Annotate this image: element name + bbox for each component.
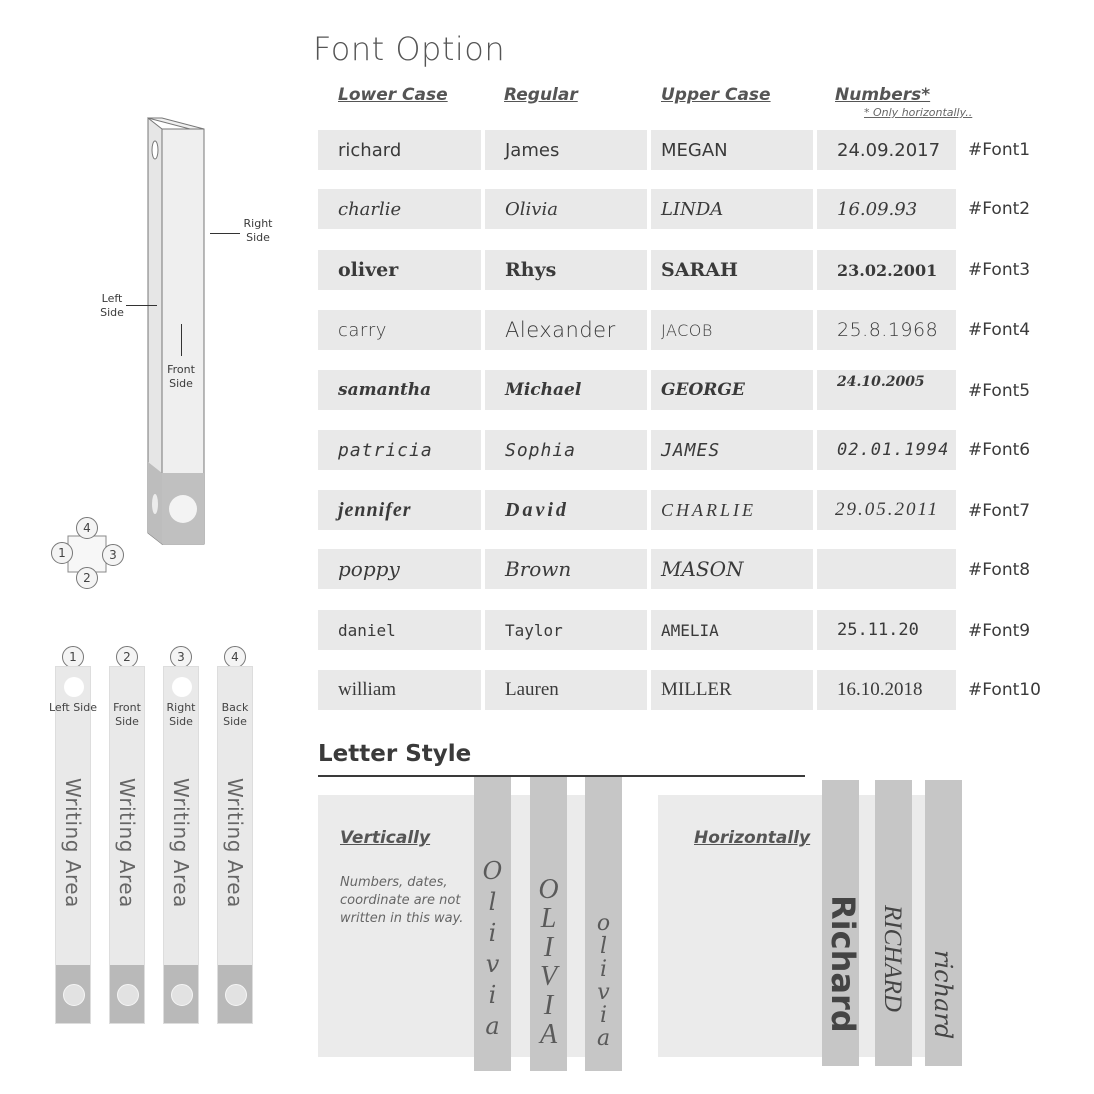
cell-numbers: 16.10.2018 (817, 670, 956, 710)
pointer-line (181, 324, 182, 356)
cell-lower: samantha (318, 370, 481, 410)
cell-upper: GEORGE (651, 370, 813, 410)
cross-section-number: 4 (76, 517, 98, 539)
bar-side-label: Right Side (166, 701, 196, 728)
pointer-line (210, 233, 240, 234)
cell-lower: daniel (318, 610, 481, 650)
cell-numbers: 23.02.2001 (817, 250, 956, 290)
gem-icon (225, 984, 247, 1006)
vertical-title: Vertically (340, 828, 431, 848)
vertical-letter: i (488, 919, 497, 947)
bar-writing-label: Writing Area (169, 778, 193, 908)
horizontal-title: Horizontally (694, 828, 811, 848)
cross-section-number: 1 (51, 542, 73, 564)
vertical-letter: a (596, 1026, 611, 1051)
right-side-label: Right Side (243, 217, 273, 244)
cell-numbers (817, 549, 956, 589)
cell-upper: LINDA (651, 189, 813, 229)
font-id: #Font5 (968, 381, 1031, 401)
bar-number: 1 (62, 646, 84, 668)
horizontal-sample-3: richard (929, 950, 957, 1040)
bar-foot (164, 965, 198, 1023)
font-id: #Font7 (968, 501, 1031, 521)
vertical-letter: i (488, 981, 497, 1009)
cell-lower: charlie (318, 189, 481, 229)
bar-foot (56, 965, 90, 1023)
horizontal-sample-2: RICHARD (879, 905, 906, 1012)
cell-lower: oliver (318, 250, 481, 290)
cell-numbers: 25.11.20 (817, 610, 956, 650)
bar-number: 2 (116, 646, 138, 668)
cell-regular: Taylor (485, 610, 647, 650)
font-id: #Font1 (968, 140, 1031, 160)
cell-lower: patricia (318, 430, 481, 470)
cell-numbers: 02.01.1994 (817, 430, 956, 470)
gem-icon (63, 984, 85, 1006)
letter-style-heading: Letter Style (318, 741, 472, 767)
bar-side-label: Back Side (221, 701, 249, 728)
cell-regular: Michael (485, 370, 647, 410)
cell-regular: James (485, 130, 647, 170)
bar-writing-label: Writing Area (223, 778, 247, 908)
bar-hole (172, 677, 192, 697)
vertical-sample-1 (474, 856, 511, 1042)
font-id: #Font3 (968, 260, 1031, 280)
header-upper-case: Upper Case (661, 85, 771, 105)
cell-upper: MEGAN (651, 130, 813, 170)
front-side-label: Front Side (167, 363, 195, 390)
horizontal-sample-1: Richard (824, 895, 862, 1033)
cell-numbers: 25.8.1968 (817, 310, 956, 350)
bar-hole (64, 677, 84, 697)
cell-numbers: 24.10.2005 (817, 370, 956, 410)
cell-numbers: 16.09.93 (817, 189, 956, 229)
bar-foot (218, 965, 252, 1023)
vertical-letter: O (482, 857, 503, 885)
vertical-letter: i (599, 957, 608, 982)
font-id: #Font8 (968, 560, 1031, 580)
cell-upper: MILLER (651, 670, 813, 710)
vertical-letter: L (540, 903, 557, 934)
cell-lower: carry (318, 310, 481, 350)
vertical-letter: i (599, 1003, 608, 1028)
cell-upper: JAMES (651, 430, 813, 470)
bar-side-label: Front Side (113, 701, 141, 728)
cell-upper: CHARLIE (651, 490, 813, 530)
vertical-letter: o (596, 911, 611, 936)
font-id: #Font10 (968, 680, 1041, 700)
header-numbers: Numbers* (835, 85, 931, 105)
cell-regular: Brown (485, 549, 647, 589)
cell-regular: Sophia (485, 430, 647, 470)
bar-writing-label: Writing Area (115, 778, 139, 908)
font-id: #Font6 (968, 440, 1031, 460)
cell-regular: Rhys (485, 250, 647, 290)
cell-upper: SARAH (651, 250, 813, 290)
header-regular: Regular (504, 85, 578, 105)
font-id: #Font4 (968, 320, 1031, 340)
cell-numbers: 24.09.2017 (817, 130, 956, 170)
vertical-sample-2 (530, 875, 567, 1049)
vertical-note: Numbers, dates, coordinate are not written in this way. (340, 875, 464, 926)
cell-upper: AMELIA (651, 610, 813, 650)
cell-upper: JACOB (651, 310, 813, 350)
numbers-note: * Only horizontally.. (864, 106, 973, 119)
cell-lower: william (318, 670, 481, 710)
cell-lower: jennifer (318, 490, 481, 530)
vertical-letter: I (543, 990, 554, 1021)
bar-number: 3 (170, 646, 192, 668)
cell-upper: MASON (651, 549, 813, 589)
cross-section-number: 3 (102, 544, 124, 566)
cell-regular: Olivia (485, 189, 647, 229)
pointer-line (126, 305, 157, 306)
header-lower-case: Lower Case (338, 85, 448, 105)
bar-number: 4 (224, 646, 246, 668)
vertical-letter: a (485, 1012, 500, 1040)
gem-icon (171, 984, 193, 1006)
gem-icon (117, 984, 139, 1006)
left-side-label: Left Side (100, 292, 124, 319)
cell-regular: Lauren (485, 670, 647, 710)
vertical-letter: v (485, 950, 500, 978)
cell-regular: Alexander (485, 310, 647, 350)
page-title: Font Option (313, 30, 506, 68)
vertical-letter: V (539, 961, 558, 992)
vertical-letter: l (488, 888, 497, 916)
bar-side-label: Left Side (49, 701, 97, 714)
cross-section-number: 2 (76, 567, 98, 589)
vertical-letter: l (599, 934, 608, 959)
cell-regular: David (485, 490, 647, 530)
vertical-letter: I (543, 932, 554, 963)
bar-foot (110, 965, 144, 1023)
pendant-diagram (140, 112, 215, 548)
vertical-letter: A (539, 1019, 558, 1050)
font-id: #Font2 (968, 199, 1031, 219)
font-id: #Font9 (968, 621, 1031, 641)
vertical-sample-3 (585, 912, 622, 1050)
vertical-letter: v (597, 980, 610, 1005)
cell-lower: richard (318, 130, 481, 170)
cell-lower: poppy (318, 549, 481, 589)
cell-numbers: 29.05.2011 (817, 490, 956, 530)
bar-writing-label: Writing Area (61, 778, 85, 908)
vertical-letter: O (538, 874, 559, 905)
